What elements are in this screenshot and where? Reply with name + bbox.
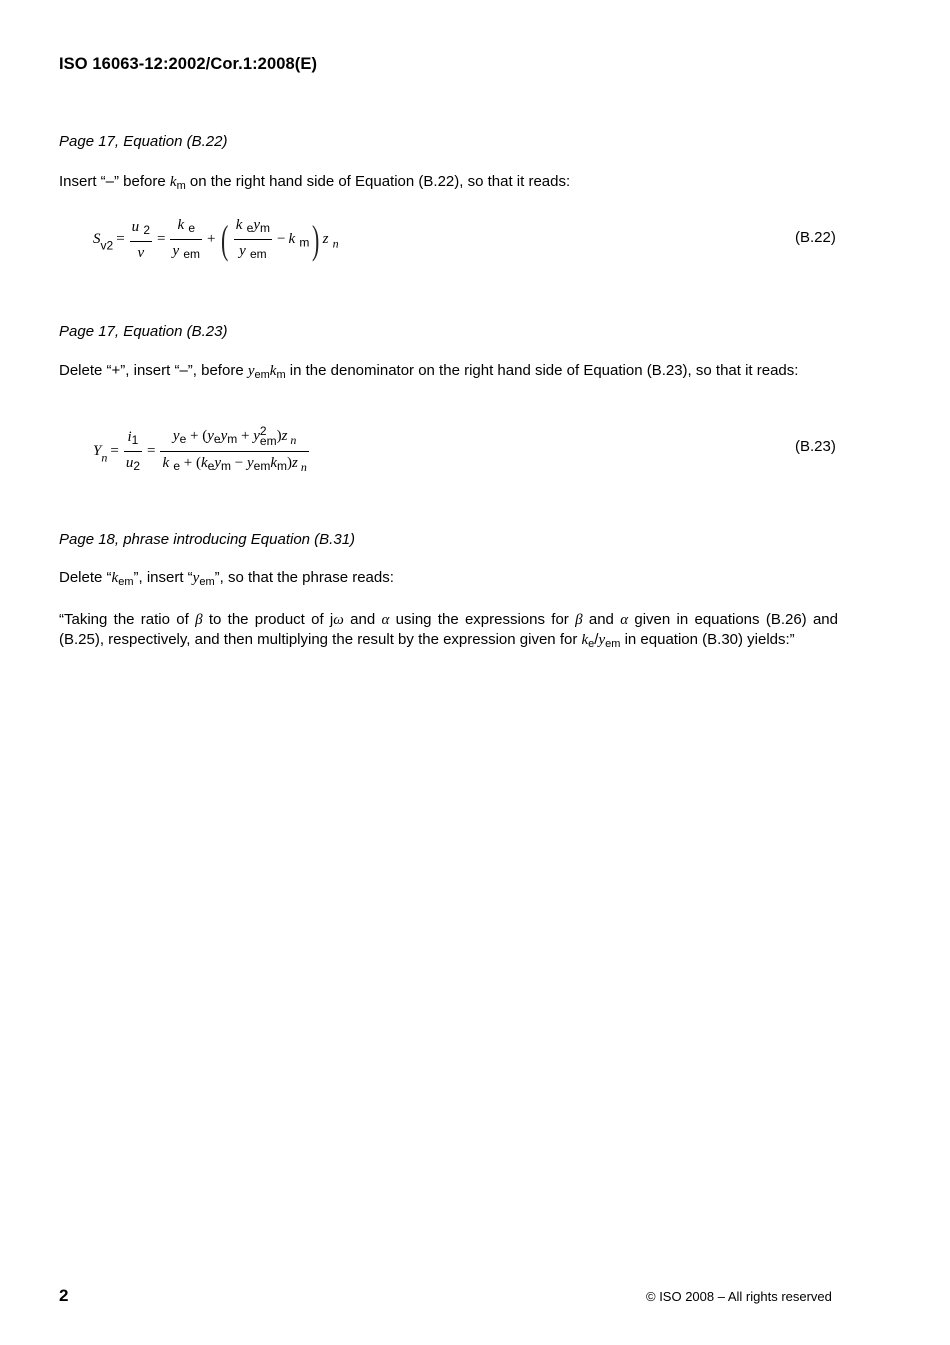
section-heading-b22: Page 17, Equation (B.22) — [59, 133, 228, 150]
variable: y — [598, 632, 606, 648]
eq-symbol: y — [172, 243, 180, 259]
eq-symbol: y — [239, 243, 246, 259]
quote-text: “Taking the ratio of — [59, 611, 196, 628]
instruction-text: on the right hand side of Equation (B.22), so that it reads: — [185, 173, 571, 190]
eq-symbol: u — [131, 218, 140, 235]
eq-symbol: k — [235, 217, 243, 233]
eq-subscript: 1 — [131, 433, 139, 447]
quote-text: and — [343, 611, 382, 628]
variable: y — [247, 363, 255, 379]
instruction-text: Insert “–” before — [59, 173, 170, 190]
denominator: k $_e + (k_ey_m - y_{em}k_m)z$ $_n$ — [162, 455, 307, 474]
alpha-symbol: α — [620, 612, 629, 628]
eq-symbol: k — [288, 231, 296, 247]
eq-subscript: m — [299, 235, 310, 250]
right-paren: ) — [312, 216, 320, 262]
eq-subscript: 2 — [133, 459, 140, 473]
equation-number-b23: (B.23) — [795, 438, 836, 455]
eq-symbol: S — [93, 231, 101, 247]
instruction-text: ”, insert “ — [133, 569, 193, 586]
fraction — [234, 214, 272, 265]
quote-text: using the expressions for — [389, 611, 576, 628]
quote-text: given in equations (B.26) and (B.25), respectively, and then multiplying the result by the expression given for — [59, 611, 838, 648]
equals-sign: = — [110, 443, 119, 459]
fraction — [170, 214, 202, 265]
instruction-b31 — [59, 568, 838, 588]
eq-subscript: e — [188, 221, 195, 235]
equals-sign: = — [157, 231, 166, 247]
instruction-text: in the denominator on the right hand side of Equation (B.23), so that it reads: — [285, 362, 799, 379]
instruction-b22 — [59, 172, 838, 192]
eq-symbol: v — [137, 244, 145, 261]
equation-b22 — [93, 214, 339, 265]
equation-b23 — [93, 425, 311, 478]
quote-text: in equation (B.30) yields:” — [620, 631, 795, 648]
equation-number-b22: (B.22) — [795, 229, 836, 246]
eq-symbol: i — [127, 429, 132, 445]
left-paren: ( — [221, 216, 229, 262]
eq-subscript: n — [101, 450, 108, 465]
eq-symbol: z — [322, 231, 329, 247]
eq-subscript: em — [249, 247, 267, 261]
quote-text: to the product of j — [202, 611, 334, 628]
instruction-b23 — [59, 361, 838, 381]
eq-symbol: Y — [93, 443, 102, 459]
subscript: m — [276, 369, 286, 381]
instruction-text: Delete “+”, insert “–”, before — [59, 362, 248, 379]
minus-sign: − — [277, 231, 286, 247]
page-number: 2 — [59, 1286, 69, 1305]
equals-sign: = — [116, 231, 125, 247]
variable: y — [192, 570, 200, 586]
plus-sign: + — [207, 231, 216, 247]
beta-symbol: β — [575, 612, 583, 628]
section-heading-b23: Page 17, Equation (B.23) — [59, 323, 228, 340]
subscript: em — [254, 369, 270, 381]
eq-symbol: k — [177, 217, 185, 233]
alpha-symbol: α — [381, 612, 390, 628]
eq-subscript: 2 — [143, 222, 151, 237]
fraction — [160, 425, 308, 478]
variable: k — [111, 570, 119, 586]
eq-symbol: y — [253, 217, 260, 233]
subscript: em — [118, 576, 134, 588]
numerator: $y_e + (y_ey_m + y$ 2 em )z $_n$ — [160, 425, 308, 452]
subscript: e — [588, 638, 595, 650]
subscript: em — [199, 576, 215, 588]
eq-subscript: m — [260, 221, 270, 235]
eq-subscript: em — [183, 247, 200, 261]
slash: / — [594, 631, 599, 648]
subscript: em — [605, 638, 621, 650]
fraction — [130, 216, 152, 264]
eq-subscript: e — [246, 221, 254, 235]
fraction — [124, 426, 142, 477]
variable: k — [269, 363, 277, 379]
instruction-text: Delete “ — [59, 569, 112, 586]
subscript: m — [176, 180, 186, 192]
document-header: ISO 16063-12:2002/Cor.1:2008(E) — [59, 55, 318, 73]
beta-symbol: β — [195, 612, 203, 628]
instruction-text: ”, so that the phrase reads: — [214, 569, 394, 586]
eq-symbol: u — [125, 455, 134, 471]
omega-symbol: ω — [333, 612, 344, 628]
variable: k — [169, 174, 177, 190]
eq-subscript: v2 — [100, 238, 114, 253]
variable: k — [581, 632, 589, 648]
equals-sign: = — [147, 443, 156, 459]
section-heading-b31: Page 18, phrase introducing Equation (B.31) — [59, 531, 356, 548]
copyright-notice: © ISO 2008 – All rights reserved — [646, 1289, 832, 1304]
quoted-phrase — [59, 610, 838, 650]
eq-subscript: n — [332, 236, 339, 251]
quote-text: and — [582, 611, 621, 628]
